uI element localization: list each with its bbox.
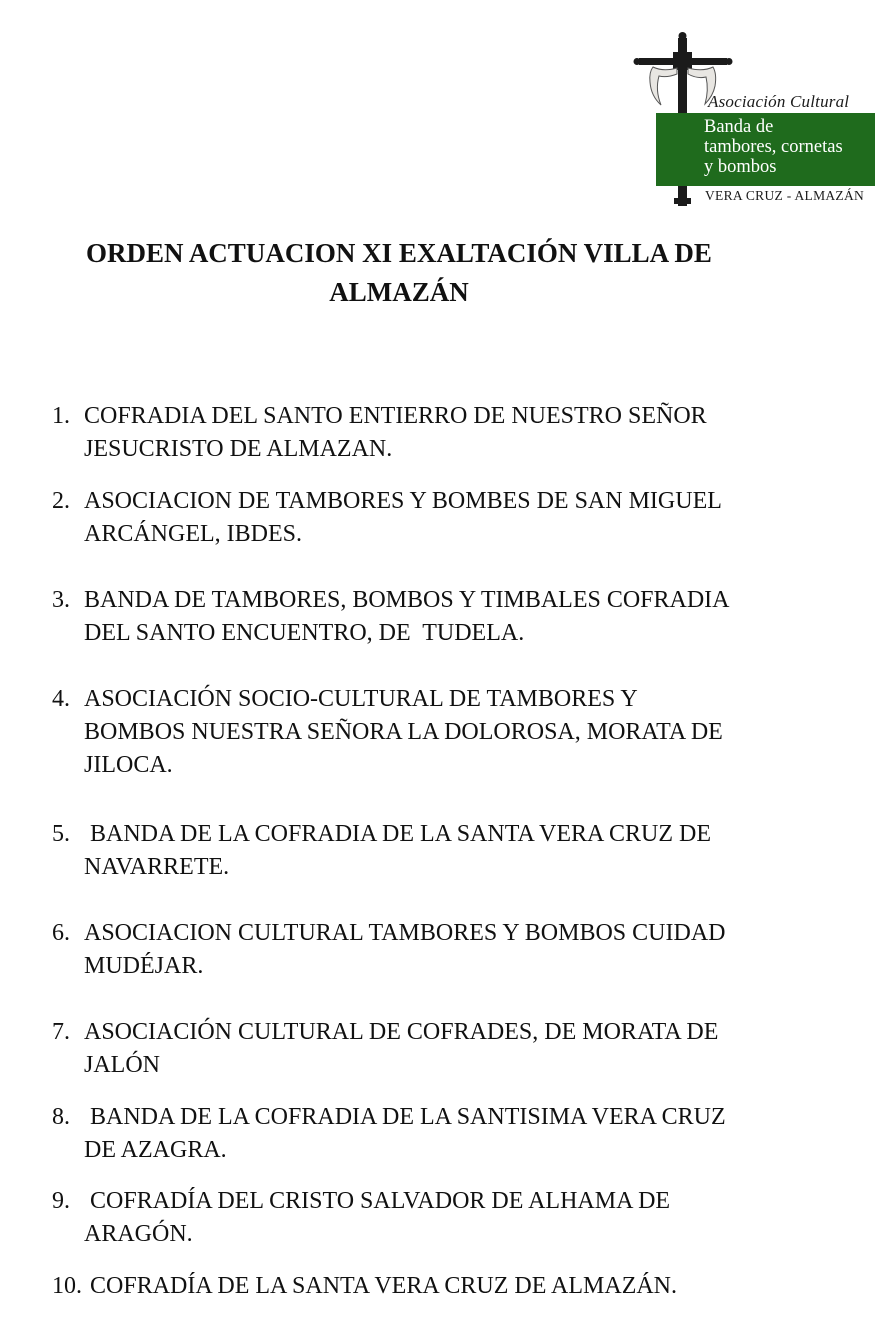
item-line: JILOCA. xyxy=(84,752,173,778)
title-line: ALMAZÁN xyxy=(329,277,469,307)
item-line: BANDA DE LA COFRADIA DE LA SANTISIMA VERA CRUZ xyxy=(84,1104,726,1130)
logo-band-line: tambores, cornetas xyxy=(704,137,843,157)
page-title xyxy=(40,234,758,312)
item-line: ARAGÓN. xyxy=(84,1221,193,1247)
item-number: 10. xyxy=(52,1273,82,1299)
item-number: 4. xyxy=(52,686,70,712)
item-text xyxy=(84,584,814,650)
item-line: JESUCRISTO DE ALMAZAN. xyxy=(84,436,393,462)
item-text xyxy=(84,400,814,466)
item-line: BANDA DE LA COFRADIA DE LA SANTA VERA CRUZ DE xyxy=(84,821,712,847)
item-text xyxy=(84,917,814,983)
item-line: DEL SANTO ENCUENTRO, DE TUDELA. xyxy=(84,620,525,646)
item-number: 7. xyxy=(52,1019,70,1045)
item-number: 5. xyxy=(52,821,70,847)
item-line: COFRADÍA DEL CRISTO SALVADOR DE ALHAMA DE xyxy=(84,1188,671,1214)
item-text xyxy=(84,1016,814,1082)
item-text xyxy=(84,683,814,782)
item-line: JALÓN xyxy=(84,1052,160,1078)
item-number: 3. xyxy=(52,587,70,613)
item-number: 6. xyxy=(52,920,70,946)
item-line: NAVARRETE. xyxy=(84,854,230,880)
item-line: ASOCIACIÓN CULTURAL DE COFRADES, DE MORATA DE xyxy=(84,1019,719,1045)
logo-band-text xyxy=(704,117,843,177)
item-text xyxy=(84,1101,814,1167)
item-line: BOMBOS NUESTRA SEÑORA LA DOLOROSA, MORATA DE xyxy=(84,719,723,745)
item-line: ASOCIACION CULTURAL TAMBORES Y BOMBOS CUIDAD xyxy=(84,920,726,946)
logo-band-line: y bombos xyxy=(704,157,777,177)
logo-band-line: Banda de xyxy=(704,117,774,137)
item-line: ASOCIACIÓN SOCIO-CULTURAL DE TAMBORES Y xyxy=(84,686,638,712)
item-number: 2. xyxy=(52,488,70,514)
item-text xyxy=(84,485,814,551)
item-line: COFRADÍA DE LA SANTA VERA CRUZ DE ALMAZÁN. xyxy=(90,1273,678,1299)
item-line: DE AZAGRA. xyxy=(84,1137,227,1163)
item-text xyxy=(90,1270,820,1303)
logo-location-label: VERA CRUZ - ALMAZÁN xyxy=(705,188,865,203)
item-text xyxy=(84,818,814,884)
title-line: ORDEN ACTUACION XI EXALTACIÓN VILLA DE xyxy=(86,238,712,268)
logo-green-panel xyxy=(656,113,875,186)
logo-association-label: Asociación Cultural xyxy=(708,92,850,111)
item-line: BANDA DE TAMBORES, BOMBOS Y TIMBALES COFRADIA xyxy=(84,587,730,613)
item-text xyxy=(84,1185,814,1251)
item-line: MUDÉJAR. xyxy=(84,953,204,979)
item-line: ARCÁNGEL, IBDES. xyxy=(84,521,303,547)
association-logo xyxy=(633,30,878,210)
item-number: 8. xyxy=(52,1104,70,1130)
item-line: ASOCIACION DE TAMBORES Y BOMBES DE SAN MIGUEL xyxy=(84,488,722,514)
item-number: 1. xyxy=(52,403,70,429)
item-number: 9. xyxy=(52,1188,70,1214)
item-line: COFRADIA DEL SANTO ENTIERRO DE NUESTRO SEÑOR xyxy=(84,403,707,429)
